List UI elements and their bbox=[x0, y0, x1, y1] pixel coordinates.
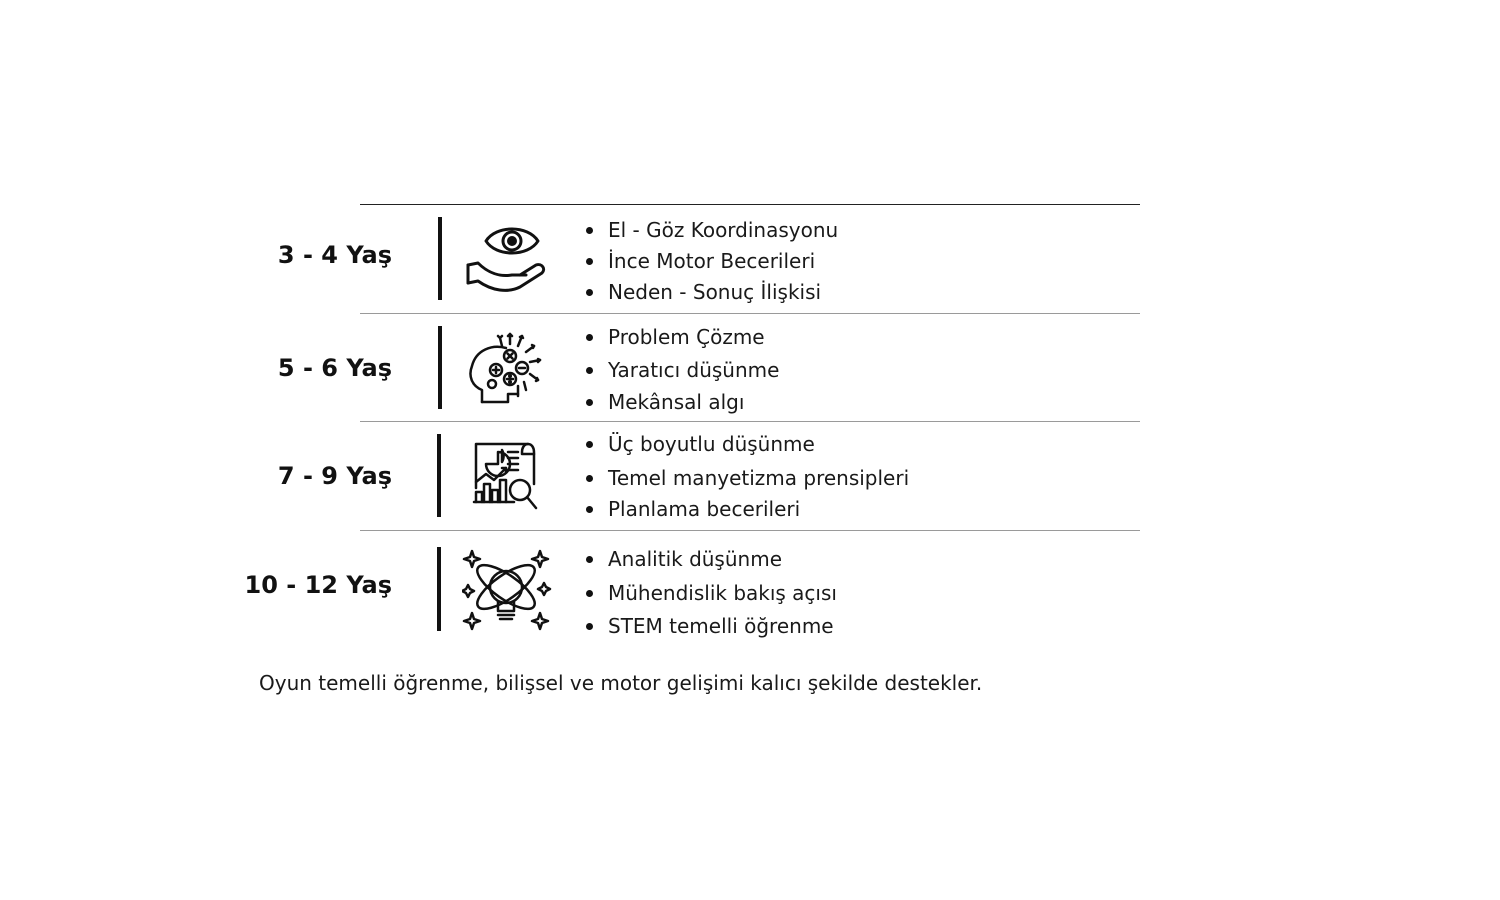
age-label: 7 - 9 Yaş bbox=[277, 462, 392, 490]
row-separator-bar bbox=[438, 326, 442, 409]
age-label: 3 - 4 Yaş bbox=[277, 241, 392, 269]
list-item: Temel manyetizma prensipleri bbox=[608, 466, 909, 490]
list-item: Mekânsal algı bbox=[608, 390, 744, 414]
age-row-7-9 bbox=[240, 422, 1140, 530]
summary-text: Oyun temelli öğrenme, bilişsel ve motor gelişimi kalıcı şekilde destekler. bbox=[259, 671, 983, 695]
age-row-10-12 bbox=[240, 531, 1140, 651]
list-item: Planlama becerileri bbox=[608, 497, 800, 521]
list-item: Üç boyutlu düşünme bbox=[608, 432, 815, 456]
list-item: Mühendislik bakış açısı bbox=[608, 581, 837, 605]
lightbulb-atom-icon bbox=[462, 549, 552, 639]
report-analysis-icon bbox=[462, 432, 552, 522]
age-row-3-4 bbox=[240, 205, 1140, 313]
list-item: El - Göz Koordinasyonu bbox=[608, 218, 838, 242]
list-item: Neden - Sonuç İlişkisi bbox=[608, 280, 821, 304]
list-item: Problem Çözme bbox=[608, 325, 765, 349]
eye-in-hand-icon bbox=[462, 215, 552, 305]
age-label: 10 - 12 Yaş bbox=[244, 571, 392, 599]
age-row-5-6 bbox=[240, 314, 1140, 421]
list-item: Analitik düşünme bbox=[608, 547, 782, 571]
list-item: İnce Motor Becerileri bbox=[608, 249, 815, 273]
row-separator-bar bbox=[438, 217, 442, 300]
row-separator-bar bbox=[437, 434, 441, 517]
head-with-math-symbols-icon bbox=[462, 324, 552, 414]
row-separator-bar bbox=[437, 547, 441, 631]
list-item: STEM temelli öğrenme bbox=[608, 614, 834, 638]
list-item: Yaratıcı düşünme bbox=[608, 358, 779, 382]
age-label: 5 - 6 Yaş bbox=[277, 354, 392, 382]
